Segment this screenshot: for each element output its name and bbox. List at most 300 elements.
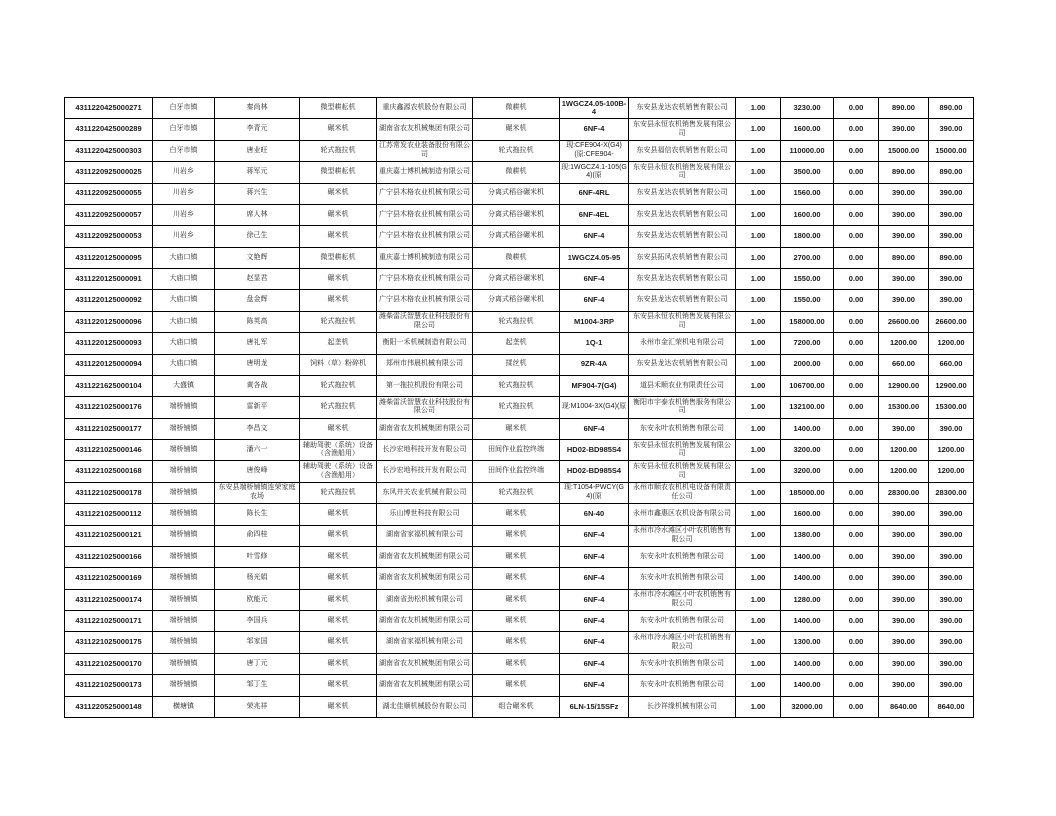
cell-subsidy-total: 26600.00 bbox=[929, 311, 974, 332]
cell-subsidy: 390.00 bbox=[879, 418, 929, 439]
cell-purchaser: 叶雪修 bbox=[215, 546, 300, 567]
cell-subsidy-total: 1200.00 bbox=[929, 333, 974, 354]
cell-purchaser: 唐俊峰 bbox=[215, 461, 300, 482]
cell-model: 6NF-4 bbox=[560, 525, 629, 546]
cell-quantity: 1.00 bbox=[736, 119, 781, 140]
table-row bbox=[65, 418, 974, 439]
cell-subsidy-total: 390.00 bbox=[929, 589, 974, 610]
cell-model: M1004-3RP bbox=[560, 311, 629, 332]
cell-product-name: 轮式拖拉机 bbox=[473, 482, 560, 503]
cell-quantity: 1.00 bbox=[736, 440, 781, 461]
cell-quantity: 1.00 bbox=[736, 183, 781, 204]
cell-application-id: 4311220425000303 bbox=[65, 140, 153, 161]
cell-machine-category: 碾米机 bbox=[300, 204, 377, 225]
cell-dealer: 永州市鑫惠区农机设备有限公司 bbox=[629, 504, 736, 525]
cell-machine-category: 轮式拖拉机 bbox=[300, 397, 377, 418]
cell-manufacturer: 湖南省农友机械集团有限公司 bbox=[377, 546, 473, 567]
cell-quantity: 1.00 bbox=[736, 461, 781, 482]
cell-application-id: 4311220925000053 bbox=[65, 226, 153, 247]
cell-subsidy: 390.00 bbox=[879, 675, 929, 696]
cell-dealer: 东安永叶农机销售有限公司 bbox=[629, 675, 736, 696]
cell-dealer: 东安县龙达农机销售有限公司 bbox=[629, 269, 736, 290]
cell-purchaser: 唐业旺 bbox=[215, 140, 300, 161]
cell-subsidy-total: 390.00 bbox=[929, 675, 974, 696]
cell-amount-a: 0.00 bbox=[834, 504, 879, 525]
cell-subsidy-total: 390.00 bbox=[929, 525, 974, 546]
cell-dealer: 东安县拓风农机销售有限公司 bbox=[629, 247, 736, 268]
cell-manufacturer: 湖南省农友机械集团有限公司 bbox=[377, 653, 473, 674]
cell-subsidy-total: 1200.00 bbox=[929, 440, 974, 461]
table-row bbox=[65, 333, 974, 354]
cell-quantity: 1.00 bbox=[736, 696, 781, 718]
cell-purchaser: 李昌文 bbox=[215, 418, 300, 439]
cell-subsidy-total: 390.00 bbox=[929, 504, 974, 525]
cell-subsidy: 26600.00 bbox=[879, 311, 929, 332]
cell-machine-category: 碾米机 bbox=[300, 653, 377, 674]
cell-dealer: 东安县龙达农机销售有限公司 bbox=[629, 290, 736, 311]
cell-machine-category: 碾米机 bbox=[300, 611, 377, 632]
cell-town: 端桥铺镇 bbox=[153, 568, 215, 589]
cell-quantity: 1.00 bbox=[736, 504, 781, 525]
cell-application-id: 4311221025000178 bbox=[65, 482, 153, 503]
cell-subsidy: 28300.00 bbox=[879, 482, 929, 503]
cell-machine-category: 碾米机 bbox=[300, 269, 377, 290]
cell-manufacturer: 江苏常发农业装备股份有限公司 bbox=[377, 140, 473, 161]
cell-manufacturer: 广宁县木格农业机械有限公司 bbox=[377, 204, 473, 225]
cell-amount-a: 0.00 bbox=[834, 162, 879, 183]
cell-town: 端桥铺镇 bbox=[153, 589, 215, 610]
cell-subsidy-total: 12900.00 bbox=[929, 375, 974, 396]
cell-application-id: 4311220125000094 bbox=[65, 354, 153, 375]
cell-model: 1Q-1 bbox=[560, 333, 629, 354]
cell-town: 川岩乡 bbox=[153, 226, 215, 247]
cell-subsidy: 890.00 bbox=[879, 247, 929, 268]
cell-price: 1560.00 bbox=[781, 183, 834, 204]
cell-product-name: 田间作业监控终端 bbox=[473, 440, 560, 461]
cell-purchaser: 欧能元 bbox=[215, 589, 300, 610]
cell-quantity: 1.00 bbox=[736, 632, 781, 653]
cell-price: 7200.00 bbox=[781, 333, 834, 354]
cell-amount-a: 0.00 bbox=[834, 632, 879, 653]
cell-quantity: 1.00 bbox=[736, 675, 781, 696]
cell-manufacturer: 湖南省农友机械集团有限公司 bbox=[377, 675, 473, 696]
cell-model: 6NF-4RL bbox=[560, 183, 629, 204]
cell-model: 6NF-4 bbox=[560, 675, 629, 696]
cell-dealer: 东安县永恒农机销售发展有限公司 bbox=[629, 119, 736, 140]
table-row bbox=[65, 204, 974, 225]
cell-model: 现:1WGCZ4.1-105(G4)(原 bbox=[560, 162, 629, 183]
cell-product-name: 微耕机 bbox=[473, 162, 560, 183]
cell-quantity: 1.00 bbox=[736, 140, 781, 161]
cell-product-name: 揉丝机 bbox=[473, 354, 560, 375]
cell-price: 1380.00 bbox=[781, 525, 834, 546]
cell-dealer: 东安永叶农机销售有限公司 bbox=[629, 546, 736, 567]
cell-quantity: 1.00 bbox=[736, 98, 781, 119]
cell-subsidy-total: 660.00 bbox=[929, 354, 974, 375]
cell-dealer: 东安县福信农机销售有限公司 bbox=[629, 140, 736, 161]
table-row bbox=[65, 183, 974, 204]
cell-machine-category: 碾米机 bbox=[300, 418, 377, 439]
cell-manufacturer: 乐山博世科技有限公司 bbox=[377, 504, 473, 525]
cell-subsidy: 390.00 bbox=[879, 269, 929, 290]
cell-application-id: 4311221025000146 bbox=[65, 440, 153, 461]
table-row bbox=[65, 568, 974, 589]
cell-machine-category: 碾米机 bbox=[300, 226, 377, 247]
cell-application-id: 4311221025000174 bbox=[65, 589, 153, 610]
cell-application-id: 4311221025000173 bbox=[65, 675, 153, 696]
table-row bbox=[65, 632, 974, 653]
cell-price: 3200.00 bbox=[781, 440, 834, 461]
cell-machine-category: 辅助驾驶（系统）设备（含渔船用） bbox=[300, 461, 377, 482]
cell-application-id: 4311220925000055 bbox=[65, 183, 153, 204]
cell-town: 大庙口镇 bbox=[153, 247, 215, 268]
cell-dealer: 东安县龙达农机销售有限公司 bbox=[629, 183, 736, 204]
cell-machine-category: 饲料（草）粉碎机 bbox=[300, 354, 377, 375]
cell-town: 川岩乡 bbox=[153, 183, 215, 204]
cell-amount-a: 0.00 bbox=[834, 611, 879, 632]
cell-manufacturer: 潍柴雷沃智慧农业科技股份有限公司 bbox=[377, 311, 473, 332]
cell-dealer: 东安永叶农机销售有限公司 bbox=[629, 418, 736, 439]
cell-amount-a: 0.00 bbox=[834, 204, 879, 225]
cell-manufacturer: 湖南省农友机械集团有限公司 bbox=[377, 119, 473, 140]
cell-subsidy-total: 390.00 bbox=[929, 290, 974, 311]
cell-machine-category: 起垄机 bbox=[300, 333, 377, 354]
cell-amount-a: 0.00 bbox=[834, 183, 879, 204]
cell-machine-category: 碾米机 bbox=[300, 290, 377, 311]
cell-town: 大庙口镇 bbox=[153, 311, 215, 332]
cell-price: 3230.00 bbox=[781, 98, 834, 119]
cell-manufacturer: 湖南省农友机械集团有限公司 bbox=[377, 418, 473, 439]
cell-subsidy: 390.00 bbox=[879, 290, 929, 311]
table-row bbox=[65, 440, 974, 461]
cell-quantity: 1.00 bbox=[736, 546, 781, 567]
cell-application-id: 4311221025000166 bbox=[65, 546, 153, 567]
cell-purchaser: 潘六一 bbox=[215, 440, 300, 461]
cell-application-id: 4311221025000121 bbox=[65, 525, 153, 546]
cell-model: 6NF-4 bbox=[560, 653, 629, 674]
cell-subsidy-total: 15300.00 bbox=[929, 397, 974, 418]
cell-subsidy: 890.00 bbox=[879, 162, 929, 183]
cell-purchaser: 赵显君 bbox=[215, 269, 300, 290]
cell-subsidy: 12900.00 bbox=[879, 375, 929, 396]
cell-amount-a: 0.00 bbox=[834, 546, 879, 567]
cell-product-name: 碾米机 bbox=[473, 546, 560, 567]
cell-subsidy: 390.00 bbox=[879, 119, 929, 140]
table-row bbox=[65, 311, 974, 332]
cell-purchaser: 邹家国 bbox=[215, 632, 300, 653]
cell-purchaser: 蒋军元 bbox=[215, 162, 300, 183]
cell-town: 端桥铺镇 bbox=[153, 504, 215, 525]
cell-town: 端桥铺镇 bbox=[153, 461, 215, 482]
cell-purchaser: 唐礼军 bbox=[215, 333, 300, 354]
cell-subsidy: 390.00 bbox=[879, 546, 929, 567]
cell-machine-category: 碾米机 bbox=[300, 546, 377, 567]
cell-subsidy-total: 390.00 bbox=[929, 269, 974, 290]
cell-product-name: 碾米机 bbox=[473, 675, 560, 696]
cell-product-name: 碾米机 bbox=[473, 504, 560, 525]
cell-application-id: 4311221025000171 bbox=[65, 611, 153, 632]
cell-dealer: 东安永叶农机销售有限公司 bbox=[629, 568, 736, 589]
cell-application-id: 4311220425000271 bbox=[65, 98, 153, 119]
cell-manufacturer: 湖南省劲松机械有限公司 bbox=[377, 589, 473, 610]
cell-subsidy-total: 390.00 bbox=[929, 226, 974, 247]
cell-subsidy-total: 28300.00 bbox=[929, 482, 974, 503]
table-row bbox=[65, 611, 974, 632]
cell-quantity: 1.00 bbox=[736, 611, 781, 632]
cell-subsidy: 890.00 bbox=[879, 98, 929, 119]
cell-product-name: 碾米机 bbox=[473, 568, 560, 589]
cell-model: 6NF-4 bbox=[560, 611, 629, 632]
cell-price: 1400.00 bbox=[781, 653, 834, 674]
cell-manufacturer: 广宁县木格农业机械有限公司 bbox=[377, 269, 473, 290]
cell-amount-a: 0.00 bbox=[834, 653, 879, 674]
cell-application-id: 4311221025000175 bbox=[65, 632, 153, 653]
cell-model: 9ZR-4A bbox=[560, 354, 629, 375]
cell-price: 1800.00 bbox=[781, 226, 834, 247]
cell-application-id: 4311220425000289 bbox=[65, 119, 153, 140]
cell-price: 1400.00 bbox=[781, 611, 834, 632]
cell-price: 1280.00 bbox=[781, 589, 834, 610]
cell-amount-a: 0.00 bbox=[834, 98, 879, 119]
cell-subsidy-total: 890.00 bbox=[929, 162, 974, 183]
cell-dealer: 东安县永恒农机销售发展有限公司 bbox=[629, 440, 736, 461]
cell-amount-a: 0.00 bbox=[834, 482, 879, 503]
cell-application-id: 4311221025000176 bbox=[65, 397, 153, 418]
cell-price: 185000.00 bbox=[781, 482, 834, 503]
cell-product-name: 轮式拖拉机 bbox=[473, 311, 560, 332]
cell-dealer: 东安县永恒农机销售发展有限公司 bbox=[629, 461, 736, 482]
cell-product-name: 碾米机 bbox=[473, 632, 560, 653]
cell-town: 端桥铺镇 bbox=[153, 675, 215, 696]
cell-model: 6NF-4 bbox=[560, 269, 629, 290]
cell-application-id: 4311220125000091 bbox=[65, 269, 153, 290]
cell-machine-category: 微型耕耘机 bbox=[300, 98, 377, 119]
table-row bbox=[65, 226, 974, 247]
cell-price: 1550.00 bbox=[781, 269, 834, 290]
cell-price: 1400.00 bbox=[781, 568, 834, 589]
cell-dealer: 东安县龙达农机销售有限公司 bbox=[629, 226, 736, 247]
cell-manufacturer: 广宁县木格农业机械有限公司 bbox=[377, 183, 473, 204]
cell-town: 白牙市镇 bbox=[153, 119, 215, 140]
cell-town: 大庙口镇 bbox=[153, 269, 215, 290]
cell-quantity: 1.00 bbox=[736, 482, 781, 503]
cell-machine-category: 轮式拖拉机 bbox=[300, 482, 377, 503]
cell-dealer: 东安县永恒农机销售发展有限公司 bbox=[629, 311, 736, 332]
cell-subsidy: 1200.00 bbox=[879, 440, 929, 461]
table-row bbox=[65, 589, 974, 610]
cell-purchaser: 黄各战 bbox=[215, 375, 300, 396]
cell-subsidy: 390.00 bbox=[879, 525, 929, 546]
cell-amount-a: 0.00 bbox=[834, 397, 879, 418]
cell-amount-a: 0.00 bbox=[834, 461, 879, 482]
cell-quantity: 1.00 bbox=[736, 226, 781, 247]
cell-quantity: 1.00 bbox=[736, 589, 781, 610]
cell-machine-category: 碾米机 bbox=[300, 568, 377, 589]
cell-subsidy-total: 390.00 bbox=[929, 418, 974, 439]
cell-dealer: 永州市冷水滩区小叶农机销售有限公司 bbox=[629, 589, 736, 610]
cell-dealer: 永州市金汇荣机电有限公司 bbox=[629, 333, 736, 354]
table-row bbox=[65, 397, 974, 418]
cell-dealer: 道县禾顺农业有限责任公司 bbox=[629, 375, 736, 396]
cell-model: 6NF-4 bbox=[560, 568, 629, 589]
cell-town: 大庙口镇 bbox=[153, 333, 215, 354]
table-row bbox=[65, 247, 974, 268]
cell-product-name: 分离式稻谷碾米机 bbox=[473, 269, 560, 290]
cell-purchaser: 唐丁元 bbox=[215, 653, 300, 674]
cell-amount-a: 0.00 bbox=[834, 696, 879, 718]
cell-purchaser: 唐明龙 bbox=[215, 354, 300, 375]
cell-product-name: 轮式拖拉机 bbox=[473, 397, 560, 418]
cell-machine-category: 轮式拖拉机 bbox=[300, 140, 377, 161]
cell-subsidy: 1200.00 bbox=[879, 461, 929, 482]
table-row bbox=[65, 98, 974, 119]
cell-quantity: 1.00 bbox=[736, 354, 781, 375]
subsidy-table bbox=[64, 97, 974, 718]
cell-subsidy-total: 1200.00 bbox=[929, 461, 974, 482]
cell-price: 106700.00 bbox=[781, 375, 834, 396]
cell-model: 现:CFE904-X(G4)(原:CFE904- bbox=[560, 140, 629, 161]
cell-subsidy-total: 390.00 bbox=[929, 119, 974, 140]
cell-amount-a: 0.00 bbox=[834, 589, 879, 610]
cell-subsidy: 390.00 bbox=[879, 183, 929, 204]
cell-purchaser: 徐己生 bbox=[215, 226, 300, 247]
cell-application-id: 4311221025000112 bbox=[65, 504, 153, 525]
cell-model: 6NF-4EL bbox=[560, 204, 629, 225]
cell-model: 1WGCZ4.05-100B-4 bbox=[560, 98, 629, 119]
subsidy-table-body bbox=[65, 98, 974, 718]
cell-price: 1400.00 bbox=[781, 546, 834, 567]
cell-amount-a: 0.00 bbox=[834, 269, 879, 290]
cell-model: 6N-40 bbox=[560, 504, 629, 525]
cell-machine-category: 辅助驾驶（系统）设备（含渔船用） bbox=[300, 440, 377, 461]
cell-product-name: 碾米机 bbox=[473, 418, 560, 439]
cell-product-name: 碾米机 bbox=[473, 653, 560, 674]
cell-model: MF904-7(G4) bbox=[560, 375, 629, 396]
cell-quantity: 1.00 bbox=[736, 204, 781, 225]
cell-application-id: 4311220925000057 bbox=[65, 204, 153, 225]
cell-subsidy: 15300.00 bbox=[879, 397, 929, 418]
cell-product-name: 起垄机 bbox=[473, 333, 560, 354]
cell-machine-category: 轮式拖拉机 bbox=[300, 375, 377, 396]
cell-dealer: 东安永叶农机销售有限公司 bbox=[629, 611, 736, 632]
cell-model: 现:M1004-3X(G4)(原 bbox=[560, 397, 629, 418]
cell-purchaser: 俞四桂 bbox=[215, 525, 300, 546]
cell-price: 132100.00 bbox=[781, 397, 834, 418]
cell-price: 32000.00 bbox=[781, 696, 834, 718]
cell-model: 6NF-4 bbox=[560, 589, 629, 610]
cell-town: 端桥铺镇 bbox=[153, 653, 215, 674]
cell-subsidy: 390.00 bbox=[879, 632, 929, 653]
cell-model: 6LN-15/15SFz bbox=[560, 696, 629, 718]
cell-model: 6NF-4 bbox=[560, 418, 629, 439]
cell-product-name: 分离式稻谷碾米机 bbox=[473, 183, 560, 204]
table-row bbox=[65, 354, 974, 375]
cell-product-name: 碾米机 bbox=[473, 589, 560, 610]
cell-subsidy-total: 390.00 bbox=[929, 611, 974, 632]
table-row bbox=[65, 482, 974, 503]
cell-amount-a: 0.00 bbox=[834, 226, 879, 247]
cell-quantity: 1.00 bbox=[736, 568, 781, 589]
cell-model: HD02-BD985S4 bbox=[560, 461, 629, 482]
cell-town: 大庙口镇 bbox=[153, 354, 215, 375]
cell-purchaser: 雷新平 bbox=[215, 397, 300, 418]
table-row bbox=[65, 119, 974, 140]
cell-application-id: 4311220125000092 bbox=[65, 290, 153, 311]
cell-subsidy-total: 890.00 bbox=[929, 98, 974, 119]
cell-price: 1400.00 bbox=[781, 418, 834, 439]
cell-subsidy-total: 390.00 bbox=[929, 632, 974, 653]
cell-product-name: 微耕机 bbox=[473, 247, 560, 268]
cell-town: 端桥铺镇 bbox=[153, 440, 215, 461]
cell-manufacturer: 湖北佳顺机械股份有限公司 bbox=[377, 696, 473, 718]
cell-town: 端桥铺镇 bbox=[153, 525, 215, 546]
table-row bbox=[65, 546, 974, 567]
cell-manufacturer: 湖南省家福机械有限公司 bbox=[377, 632, 473, 653]
cell-subsidy: 1200.00 bbox=[879, 333, 929, 354]
cell-purchaser: 秦尚林 bbox=[215, 98, 300, 119]
cell-amount-a: 0.00 bbox=[834, 354, 879, 375]
cell-machine-category: 碾米机 bbox=[300, 696, 377, 718]
cell-machine-category: 轮式拖拉机 bbox=[300, 311, 377, 332]
table-row bbox=[65, 653, 974, 674]
cell-model: 现:T1054-PWCY(G4)(原 bbox=[560, 482, 629, 503]
cell-town: 端桥铺镇 bbox=[153, 632, 215, 653]
cell-manufacturer: 东风井关农业机械有限公司 bbox=[377, 482, 473, 503]
cell-purchaser: 席人林 bbox=[215, 204, 300, 225]
cell-price: 110000.00 bbox=[781, 140, 834, 161]
cell-town: 白牙市镇 bbox=[153, 98, 215, 119]
cell-manufacturer: 广宁县木格农业机械有限公司 bbox=[377, 226, 473, 247]
table-row bbox=[65, 375, 974, 396]
cell-application-id: 4311220125000095 bbox=[65, 247, 153, 268]
cell-machine-category: 碾米机 bbox=[300, 119, 377, 140]
cell-product-name: 组合碾米机 bbox=[473, 696, 560, 718]
cell-subsidy: 390.00 bbox=[879, 568, 929, 589]
cell-quantity: 1.00 bbox=[736, 333, 781, 354]
cell-application-id: 4311221025000170 bbox=[65, 653, 153, 674]
cell-manufacturer: 湖南省家福机械有限公司 bbox=[377, 525, 473, 546]
cell-price: 1400.00 bbox=[781, 675, 834, 696]
table-row bbox=[65, 696, 974, 718]
table-row bbox=[65, 461, 974, 482]
cell-machine-category: 碾米机 bbox=[300, 589, 377, 610]
cell-town: 大盛镇 bbox=[153, 375, 215, 396]
cell-town: 川岩乡 bbox=[153, 162, 215, 183]
cell-amount-a: 0.00 bbox=[834, 675, 879, 696]
cell-quantity: 1.00 bbox=[736, 653, 781, 674]
cell-quantity: 1.00 bbox=[736, 162, 781, 183]
cell-purchaser: 邹丁生 bbox=[215, 675, 300, 696]
cell-model: 6NF-4 bbox=[560, 546, 629, 567]
cell-machine-category: 碾米机 bbox=[300, 675, 377, 696]
cell-town: 川岩乡 bbox=[153, 204, 215, 225]
cell-quantity: 1.00 bbox=[736, 290, 781, 311]
cell-town: 横塘镇 bbox=[153, 696, 215, 718]
cell-dealer: 永州市冷水滩区小叶农机销售有限公司 bbox=[629, 632, 736, 653]
cell-application-id: 4311221025000168 bbox=[65, 461, 153, 482]
cell-quantity: 1.00 bbox=[736, 397, 781, 418]
cell-amount-a: 0.00 bbox=[834, 375, 879, 396]
cell-subsidy: 8640.00 bbox=[879, 696, 929, 718]
cell-price: 1600.00 bbox=[781, 119, 834, 140]
cell-amount-a: 0.00 bbox=[834, 247, 879, 268]
cell-price: 1600.00 bbox=[781, 204, 834, 225]
table-row bbox=[65, 504, 974, 525]
cell-quantity: 1.00 bbox=[736, 247, 781, 268]
cell-model: 6NF-4 bbox=[560, 119, 629, 140]
cell-dealer: 衡阳市宇泰农机销售服务有限公司 bbox=[629, 397, 736, 418]
cell-subsidy: 15000.00 bbox=[879, 140, 929, 161]
